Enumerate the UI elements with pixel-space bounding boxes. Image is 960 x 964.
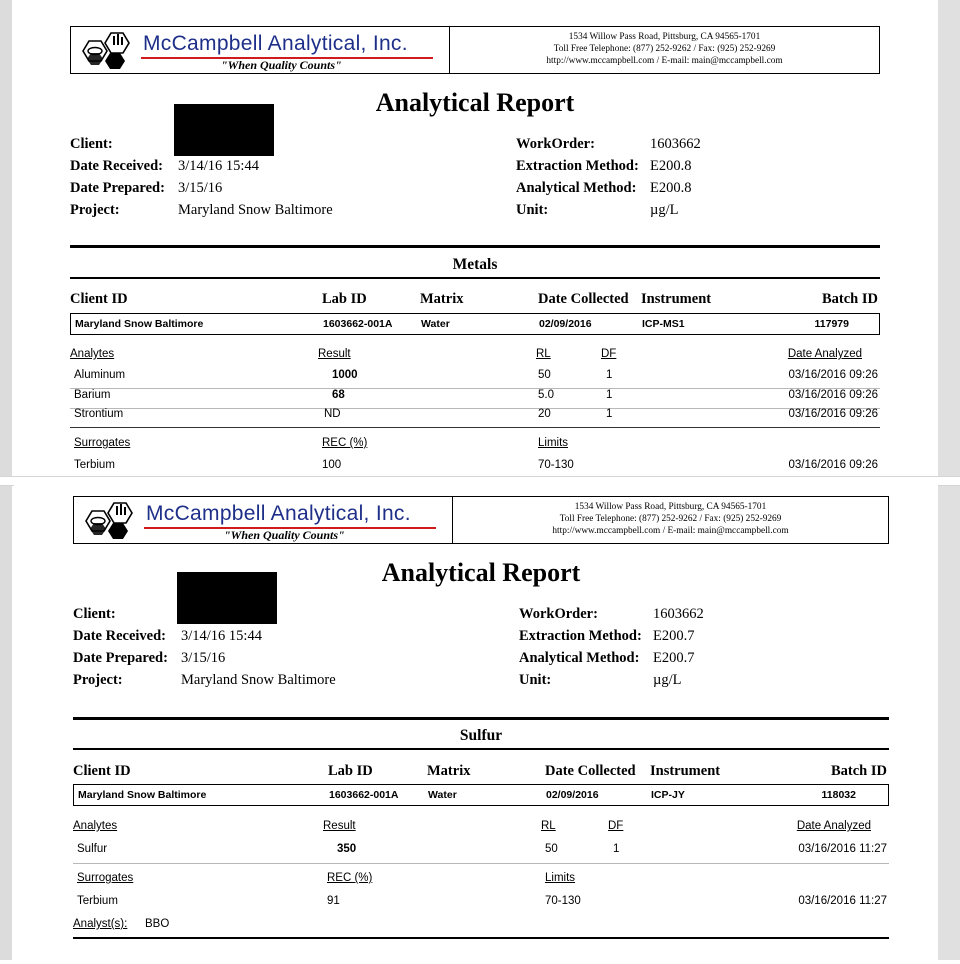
table-row: [70, 389, 880, 409]
surrogate-date: 03/16/2016 09:26: [788, 459, 878, 471]
company-name: McCampbell Analytical, Inc.: [146, 502, 411, 525]
footer-rule: [73, 937, 889, 939]
workorder-value: 1603662: [650, 136, 701, 152]
section-rule-top: [73, 717, 889, 720]
date-received-label: Date Received:: [70, 158, 163, 174]
client-label: Client:: [73, 606, 116, 622]
date-collected-header: Date Collected: [538, 291, 629, 307]
date-collected-value: 02/09/2016: [539, 318, 592, 330]
analyte-date: 03/16/2016 09:26: [788, 369, 878, 381]
project-value: Maryland Snow Baltimore: [178, 202, 333, 218]
extraction-method-label: Extraction Method:: [516, 158, 639, 174]
date-prepared-label: Date Prepared:: [70, 180, 165, 196]
report-info-right: [516, 136, 701, 224]
surrogate-limits: 70-130: [545, 895, 581, 907]
date-analyzed-header: Date Analyzed: [796, 820, 871, 832]
df-header: DF: [608, 820, 624, 832]
table-row: [70, 369, 880, 389]
limits-header: Limits: [538, 437, 569, 449]
surrogate-name: Terbium: [77, 895, 118, 907]
company-phone: Toll Free Telephone: (877) 252-9262 / Fax: (925) 252-9269: [559, 514, 782, 524]
report-info-right: [519, 606, 704, 694]
surrogate-date: 03/16/2016 11:27: [798, 895, 887, 907]
analyte-name: Barium: [74, 389, 111, 401]
sample-id-row: [70, 313, 880, 335]
date-received-value: 3/14/16 15:44: [181, 628, 262, 644]
analyte-date: 03/16/2016 09:26: [788, 408, 878, 420]
lab-id-value: 1603662-001A: [329, 789, 399, 801]
surrogate-header-row: [73, 872, 889, 891]
analytical-method-label: Analytical Method:: [519, 650, 640, 666]
report-page-sulfur: [14, 484, 938, 964]
analytes-header: Analytes: [70, 348, 115, 360]
result-header: Result: [318, 348, 351, 360]
surrogate-rec: 100: [322, 459, 342, 471]
date-prepared-label: Date Prepared:: [73, 650, 168, 666]
workorder-label: WorkOrder:: [519, 606, 598, 622]
analyte-result: 1000: [332, 369, 358, 381]
extraction-method-value: E200.8: [650, 158, 692, 174]
report-title: Analytical Report: [375, 88, 575, 117]
workorder-value: 1603662: [653, 606, 704, 622]
surrogate-header-row: [70, 437, 880, 456]
analyte-name: Aluminum: [74, 369, 126, 381]
date-prepared-value: 3/15/16: [178, 180, 223, 196]
project-label: Project:: [70, 202, 120, 218]
company-address: 1534 Willow Pass Road, Pittsburg, CA 94565-1701: [574, 502, 767, 512]
hexagon-logo-icon: [77, 31, 133, 69]
report-info-left: [73, 606, 336, 694]
lab-id-header: Lab ID: [328, 763, 373, 779]
rl-header: RL: [536, 348, 551, 360]
project-value: Maryland Snow Baltimore: [181, 672, 336, 688]
matrix-header: Matrix: [420, 291, 464, 307]
analyte-result: 68: [332, 389, 345, 401]
df-header: DF: [601, 348, 617, 360]
instrument-header: Instrument: [641, 291, 712, 307]
rl-header: RL: [541, 820, 556, 832]
lab-id-header: Lab ID: [322, 291, 367, 307]
analyte-rl: 5.0: [538, 389, 554, 401]
analyte-result: ND: [324, 408, 341, 420]
analyte-df: 1: [606, 389, 613, 401]
report-info-left: [70, 136, 333, 224]
extraction-method-label: Extraction Method:: [519, 628, 642, 644]
analyte-name: Sulfur: [77, 843, 108, 855]
unit-value: µg/L: [653, 672, 682, 688]
batch-id-value: 117979: [814, 318, 849, 330]
limits-header: Limits: [545, 872, 576, 884]
analyst-row: [73, 918, 889, 937]
section-title: Metals: [452, 256, 498, 273]
instrument-value: ICP-MS1: [642, 318, 685, 330]
sample-id-header: [73, 763, 889, 781]
client-id-value: Maryland Snow Baltimore: [78, 789, 207, 801]
surrogate-limits: 70-130: [538, 459, 574, 471]
surrogates-header: Surrogates: [77, 872, 134, 884]
date-collected-value: 02/09/2016: [546, 789, 599, 801]
analyte-df: 1: [613, 843, 620, 855]
company-name: McCampbell Analytical, Inc.: [143, 32, 408, 55]
batch-id-value: 118032: [821, 789, 856, 801]
instrument-header: Instrument: [650, 763, 721, 779]
matrix-value: Water: [421, 318, 450, 330]
client-id-header: Client ID: [73, 763, 131, 779]
analyte-result: 350: [337, 843, 357, 855]
analyte-date: 03/16/2016 11:27: [798, 843, 887, 855]
sample-id-row: [73, 784, 889, 806]
analytes-header: Analytes: [73, 820, 118, 832]
analyte-header-row: [70, 348, 880, 367]
company-contact: [453, 497, 888, 543]
unit-value: µg/L: [650, 202, 679, 218]
lab-id-value: 1603662-001A: [323, 318, 393, 330]
table-row: [70, 408, 880, 428]
company-address: 1534 Willow Pass Road, Pittsburg, CA 94565-1701: [568, 32, 761, 42]
analyst-value: BBO: [145, 918, 170, 930]
company-web: http://www.mccampbell.com / E-mail: main@mccampbell.com: [552, 526, 789, 536]
matrix-header: Matrix: [427, 763, 471, 779]
analyte-date: 03/16/2016 09:26: [788, 389, 878, 401]
analyte-name: Strontium: [74, 408, 124, 420]
analyte-rl: 50: [538, 369, 551, 381]
batch-id-header: Batch ID: [831, 763, 887, 779]
analyte-rl: 50: [545, 843, 558, 855]
project-label: Project:: [73, 672, 123, 688]
result-header: Result: [323, 820, 356, 832]
batch-id-header: Batch ID: [822, 291, 878, 307]
letterhead: [73, 496, 889, 544]
surrogate-row: [73, 895, 889, 914]
analytical-method-value: E200.7: [653, 650, 695, 666]
surrogate-rec: 91: [327, 895, 340, 907]
date-received-value: 3/14/16 15:44: [178, 158, 259, 174]
workorder-label: WorkOrder:: [516, 136, 595, 152]
report-page-metals: [12, 0, 938, 480]
date-prepared-value: 3/15/16: [181, 650, 226, 666]
company-phone: Toll Free Telephone: (877) 252-9262 / Fax: (925) 252-9269: [553, 44, 776, 54]
date-analyzed-header: Date Analyzed: [787, 348, 862, 360]
section-rule-bottom: [73, 748, 889, 750]
section-rule-bottom: [70, 277, 880, 279]
company-contact: [450, 27, 879, 73]
rec-header: REC (%): [322, 437, 368, 449]
instrument-value: ICP-JY: [651, 789, 685, 801]
surrogate-name: Terbium: [74, 459, 115, 471]
analytical-method-value: E200.8: [650, 180, 692, 196]
table-row: [73, 843, 889, 864]
company-web: http://www.mccampbell.com / E-mail: main@mccampbell.com: [546, 56, 783, 66]
extraction-method-value: E200.7: [653, 628, 695, 644]
analytical-method-label: Analytical Method:: [516, 180, 637, 196]
company-slogan: "When Quality Counts": [221, 58, 342, 72]
client-id-value: Maryland Snow Baltimore: [75, 318, 204, 330]
date-received-label: Date Received:: [73, 628, 166, 644]
hexagon-logo-icon: [80, 501, 136, 539]
section-title: Sulfur: [459, 727, 503, 744]
report-title: Analytical Report: [381, 558, 581, 587]
analyte-rl: 20: [538, 408, 551, 420]
unit-label: Unit:: [516, 202, 549, 218]
analyst-label: Analyst(s):: [73, 918, 128, 930]
letterhead: [70, 26, 880, 74]
matrix-value: Water: [428, 789, 457, 801]
client-id-header: Client ID: [70, 291, 128, 307]
unit-label: Unit:: [519, 672, 552, 688]
analyte-df: 1: [606, 408, 613, 420]
analyte-header-row: [73, 820, 889, 839]
client-label: Client:: [70, 136, 113, 152]
sample-id-header: [70, 291, 880, 309]
analyte-df: 1: [606, 369, 613, 381]
date-collected-header: Date Collected: [545, 763, 636, 779]
section-rule-top: [70, 245, 880, 248]
company-slogan: "When Quality Counts": [224, 528, 345, 542]
rec-header: REC (%): [327, 872, 373, 884]
surrogates-header: Surrogates: [74, 437, 131, 449]
